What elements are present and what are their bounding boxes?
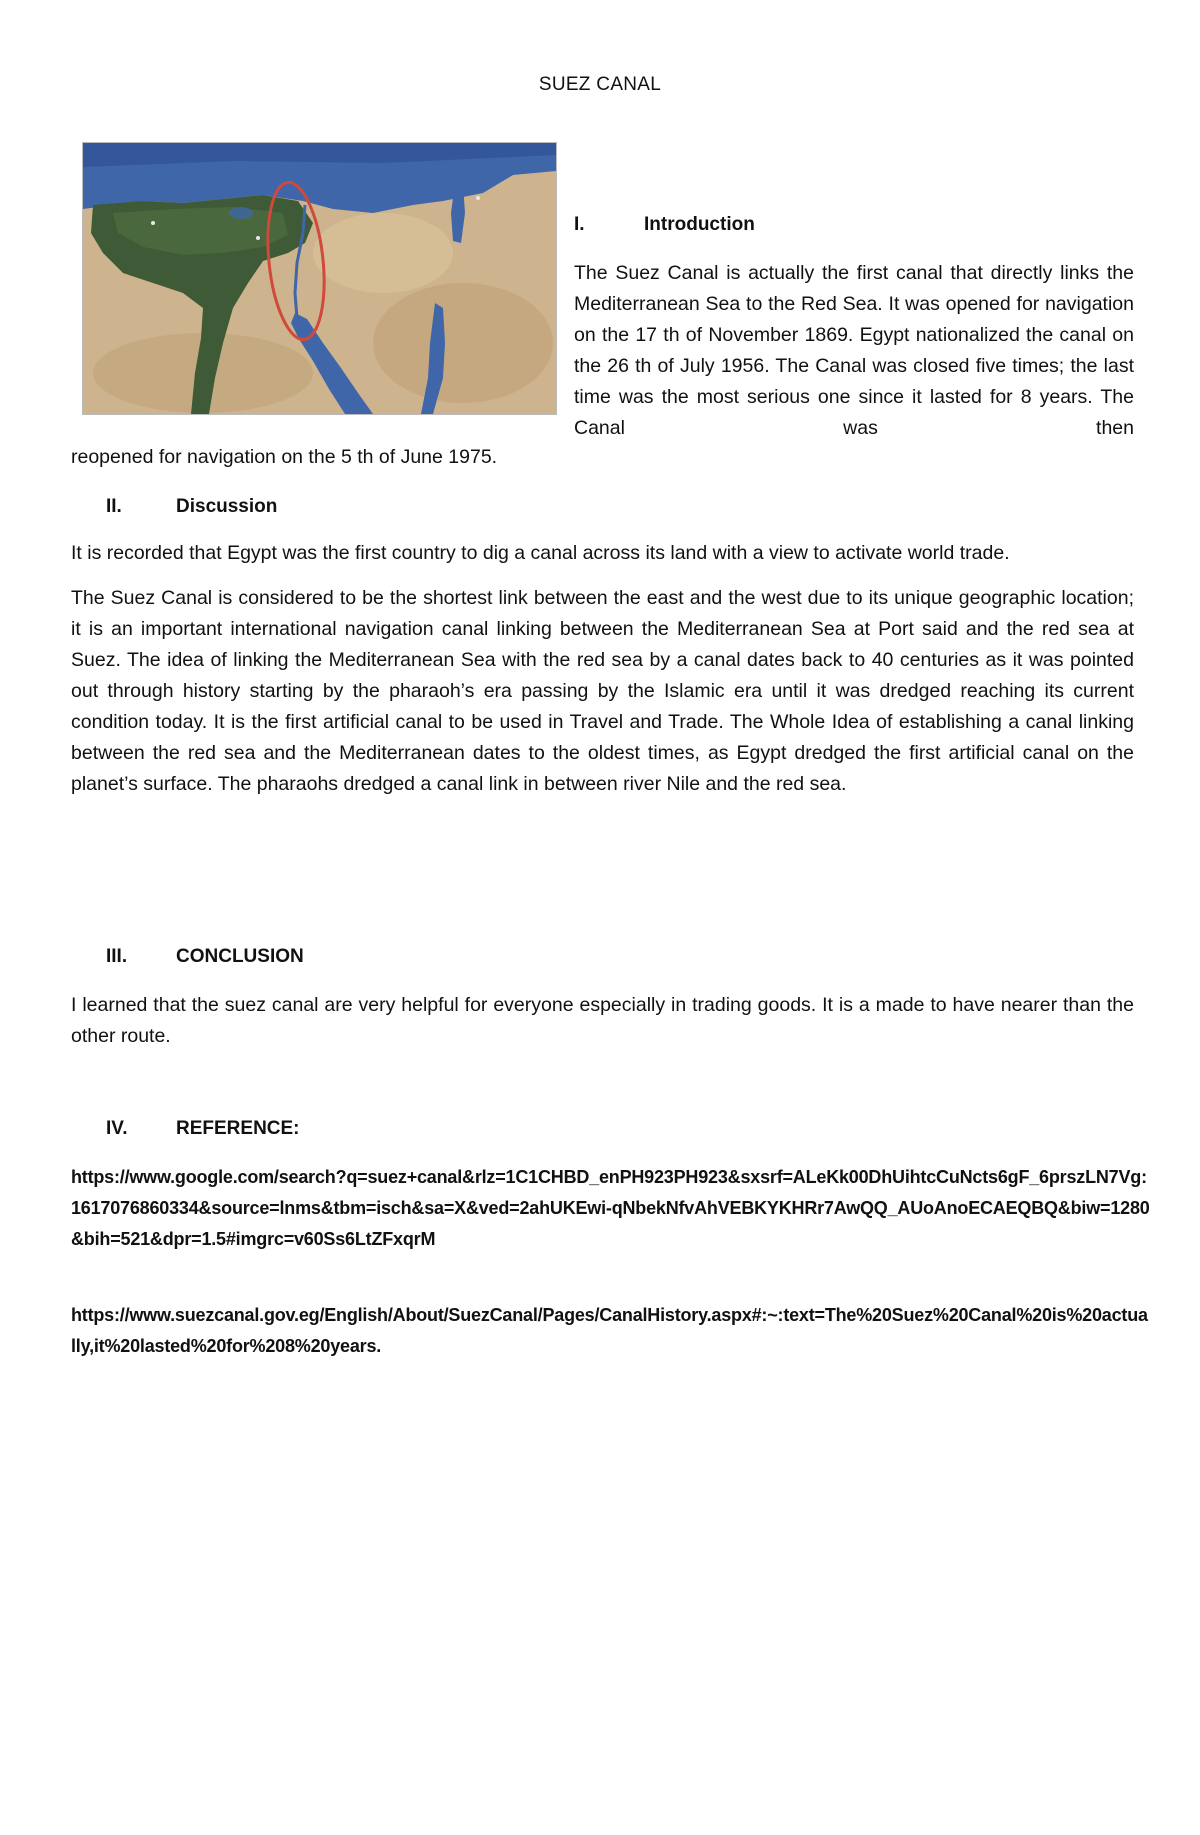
city-marker (256, 236, 260, 240)
section-heading-introduction (574, 214, 755, 236)
city-marker (476, 196, 480, 200)
section-heading-reference (106, 1118, 300, 1140)
section-numeral: I. (574, 214, 585, 235)
lake (229, 207, 253, 219)
suez-map-illustration (83, 143, 556, 414)
discussion-paragraph: The Suez Canal is considered to be the shortest link between the east and the west due to its unique geographic location; it is an important international navigation canal linking between the Mediterranean Sea at Port said and the red sea at Suez. The idea of linking the Mediterranean Sea with the red sea by a canal dates back to 40 centuries as it was pointed out through history starting by the pharaoh’s era passing by the Islamic era until it was dredged reaching its current condition today. It is the first artificial canal to be used in Travel and Trade. The Whole Idea of establishing a canal linking between the red sea and the Mediterranean dates to the oldest times, as Egypt dredged the first artificial canal on the planet’s surface. The pharaohs dredged a canal link in between river Nile and the red sea. (71, 587, 1134, 795)
reference-link[interactable]: https://www.google.com/search?q=suez+canal&rlz=1C1CHBD_enPH923PH923&sxsrf=ALeKk00DhUihtcCuNcts6gF_6prszLN7Vg:1617076860334&source=lnms&tbm=isch&sa=X&ved=2ahUKEwi-qNbekNfvAhVEBKYKHRr7AwQQ_AUoAnoECAEQBQ&biw=1280&bih=521&dpr=1.5#imgrc=v60Ss6LtZFxqrM (71, 1167, 1150, 1249)
conclusion-paragraph: I learned that the suez canal are very helpful for everyone especially in trading goods. It is a made to have nearer than the other route. (71, 994, 1134, 1047)
city-marker (151, 221, 155, 225)
document-title: SUEZ CANAL (538, 74, 662, 95)
intro-paragraph-continuation: reopened for navigation on the 5 th of June 1975. (71, 446, 498, 468)
map-image (82, 142, 557, 415)
reference-link[interactable]: https://www.suezcanal.gov.eg/English/About/SuezCanal/Pages/CanalHistory.aspx#:~:text=The%20Suez%20Canal%20is%20actually,it%20lasted%20for%208%20years. (71, 1305, 1148, 1356)
intro-paragraph: The Suez Canal is actually the first canal that directly links the Mediterranean Sea to the Red Sea. It was opened for navigation on the 17 th of November 1869. Egypt nationalized the canal on the 26 th of July 1956. The Canal was closed five times; the last time was the most serious one since it lasted for 8 years. The Canal was then (574, 262, 1134, 439)
desert-texture (313, 213, 453, 293)
section-numeral: II. (106, 496, 122, 517)
section-heading-discussion (106, 496, 277, 518)
section-title: Discussion (176, 496, 278, 517)
desert-texture (373, 283, 553, 403)
section-heading-conclusion (106, 946, 304, 968)
section-numeral: III. (106, 946, 128, 967)
discussion-paragraph: It is recorded that Egypt was the first country to dig a canal across its land with a view to activate world trade. (71, 542, 1010, 564)
section-title: REFERENCE: (176, 1118, 300, 1139)
section-numeral: IV. (106, 1118, 128, 1139)
section-title: CONCLUSION (176, 946, 304, 967)
section-title: Introduction (644, 214, 755, 235)
